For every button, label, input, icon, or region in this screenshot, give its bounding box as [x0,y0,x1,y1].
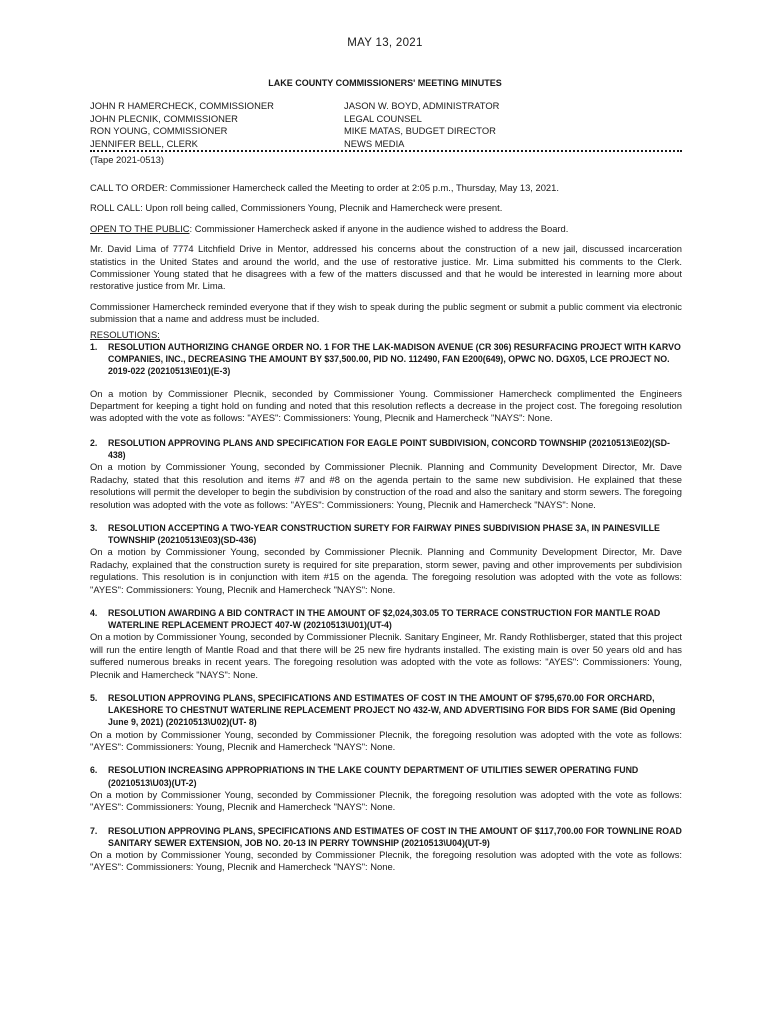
attendee: RON YOUNG, COMMISSIONER [90,125,228,137]
resolution-item [90,692,682,753]
resolution-item [90,522,682,596]
attendee: JOHN R HAMERCHECK, COMMISSIONER [90,100,274,111]
resolution-title: 4. RESOLUTION AWARDING A BID CONTRACT IN THE AMOUNT OF $2,024,303.05 TO TERRACE CONSTRUCTION FOR MANTLE ROAD WATERLINE REPLACEMENT PROJECT 407-W (20210513\U01)(UT-4) [90,607,661,631]
resolution-text: On a motion by Commissioner Young, seconded by Commissioner Plecnik, the foregoing resolution was adopted with the vote as follows: "AYES": Commissioners: Young, Plecnik and Hamercheck "NAYS": None. [90,788,682,813]
meeting-date: MAY 13, 2021 [347,37,423,49]
document-title: LAKE COUNTY COMMISSIONERS' MEETING MINUTES [268,78,502,88]
open-to-public-text: : Commissioner Hamercheck asked if anyone in the audience wished to address the Board. [189,222,569,234]
resolution-text: On a motion by Commissioner Young, seconded by Commissioner Plecnik. Planning and Community Development Director, Mr. Dave Radachy, explained that the construction surety is required for site preparation, storm sewer, paving and other improvements per subdivision regulations. This resolution is in conjunction with item #15 on the agenda. The foregoing resolution was adopted with the vote as follows: "AYES": Commissioners: Young, Plecnik and Hamercheck "NAYS": None. [90,546,682,595]
attendee: MIKE MATAS, BUDGET DIRECTOR [344,125,496,137]
open-to-public [90,223,682,235]
resolutions-heading: RESOLUTIONS: [90,328,160,340]
attendee: LEGAL COUNSEL [344,112,422,124]
dotted-divider [90,150,682,152]
attendees-right [344,100,499,150]
resolution-title: 3. RESOLUTION ACCEPTING A TWO-YEAR CONSTRUCTION SURETY FOR FAIRWAY PINES SUBDIVISION PHASE 3A, IN PAINESVILLE TOWNSHIP (20210513\E03)(SD-436) [90,522,660,546]
resolutions-list [90,341,682,874]
resolution-title: 2. RESOLUTION APPROVING PLANS AND SPECIFICATION FOR EAGLE POINT SUBDIVISION, CONCORD TOWNSHIP (20210513\E02)(SD-438) [90,437,670,461]
open-to-public-label: OPEN TO THE PUBLIC [90,222,190,234]
resolution-text: On a motion by Commissioner Plecnik, seconded by Commissioner Young. Commissioner Hamercheck complimented the Engineers Department for keeping a tight hold on funding and noted that this resolution reflects a decrease in the project cost. The foregoing resolution was adopted with the vote as follows: "AYES": Commissioners: Young, Plecnik and Hamercheck "NAYS": None. [90,387,682,424]
resolution-title: 5. RESOLUTION APPROVING PLANS, SPECIFICATIONS AND ESTIMATES OF COST IN THE AMOUNT OF $795,670.00 FOR ORCHARD, LAKESHORE TO CHESTNUT WATERLINE REPLACEMENT PROJECT NO 432-W, AND ADVERTISING FOR BIDS FOR SAME (Bid Opening June 9, 2021) (20210513\U02)(UT- 8) [90,692,676,728]
attendees-left [90,100,274,150]
resolution-title: 7. RESOLUTION APPROVING PLANS, SPECIFICATIONS AND ESTIMATES OF COST IN THE AMOUNT OF $117,700.00 FOR TOWNLINE ROAD SANITARY SEWER EXTENSION, JOB NO. 20-13 IN PERRY TOWNSHIP (20210513\U04)(UT-9) [90,825,682,848]
roll-call: ROLL CALL: Upon roll being called, Commissioners Young, Plecnik and Hamercheck were present. [90,202,503,214]
resolution-item [90,607,682,681]
tape-number: (Tape 2021-0513) [90,154,165,165]
attendee: JASON W. BOYD, ADMINISTRATOR [344,100,500,111]
minutes-body [90,182,682,885]
public-comment: Mr. David Lima of 7774 Litchfield Drive in Mentor, addressed his concerns about the construction of a new jail, discussed incarceration statistics in the United States and around the world, and the use of restorative justice. Mr. Lima submitted his comments to the Clerk. Commissioner Young stated that he disagrees with a few of the matters discussed and that he would be interested in learning more about restorative justice from Mr. Lima. [90,243,682,292]
call-to-order: CALL TO ORDER: Commissioner Hamercheck called the Meeting to order at 2:05 p.m., Thursday, May 13, 2021. [90,182,559,193]
reminder: Commissioner Hamercheck reminded everyone that if they wish to speak during the public segment or submit a public comment via electronic submission that a name and address must be included. [90,300,682,325]
attendee: NEWS MEDIA [344,137,405,149]
attendee: JOHN PLECNIK, COMMISSIONER [90,112,238,124]
resolution-text: On a motion by Commissioner Young, seconded by Commissioner Plecnik. Planning and Community Development Director, Mr. Dave Radachy, stated that this resolution and items #7 and #8 on the agenda pertain to the same new subdivision. He explained that these resolutions will permit the developer to begin the subdivision by construction of the road and also the sanitary and storm sewers. The foregoing resolution was adopted with the vote as follows: "AYES": Commissioners: Young, Plecnik and Hamercheck "NAYS": None. [90,461,682,510]
resolution-title: 6. RESOLUTION INCREASING APPROPRIATIONS IN THE LAKE COUNTY DEPARTMENT OF UTILITIES SEWER OPERATING FUND (20210513\U03)(UT-2) [90,765,639,788]
resolution-item [90,764,682,813]
resolution-item [90,825,682,874]
resolution-item [90,341,682,425]
resolution-text: On a motion by Commissioner Young, seconded by Commissioner Plecnik, the foregoing resolution was adopted with the vote as follows: "AYES": Commissioners: Young, Plecnik and Hamercheck "NAYS": None. [90,728,682,752]
resolution-text: On a motion by Commissioner Young, seconded by Commissioner Plecnik, the foregoing resolution was adopted with the vote as follows: "AYES": Commissioners: Young, Plecnik and Hamercheck "NAYS": None. [90,849,682,873]
attendee: JENNIFER BELL, CLERK [90,137,198,149]
resolution-text: On a motion by Commissioner Young, seconded by Commissioner Plecnik. Sanitary Engineer, Mr. Randy Rothlisberger, stated that this project will run the entire length of Mantle Road and that there will be 25 new fire hydrants installed. The existing main is over 50 years old and has suffered numerous breaks in recent years. The foregoing resolution was adopted with the vote as follows: "AYES": Commissioners: Young, Plecnik and Hamercheck "NAYS": None. [90,631,682,680]
resolution-title: 1. RESOLUTION AUTHORIZING CHANGE ORDER NO. 1 FOR THE LAK-MADISON AVENUE (CR 306) RESURFACING PROJECT WITH KARVO COMPANIES, INC., DECREASING THE AMOUNT BY $37,500.00, PID NO. 112490, FAN E200(649), OPWC NO. DGX05, LCE PROJECT NO. 2019-022 (20210513\E01)(E-3) [90,342,681,377]
resolution-item [90,437,682,511]
